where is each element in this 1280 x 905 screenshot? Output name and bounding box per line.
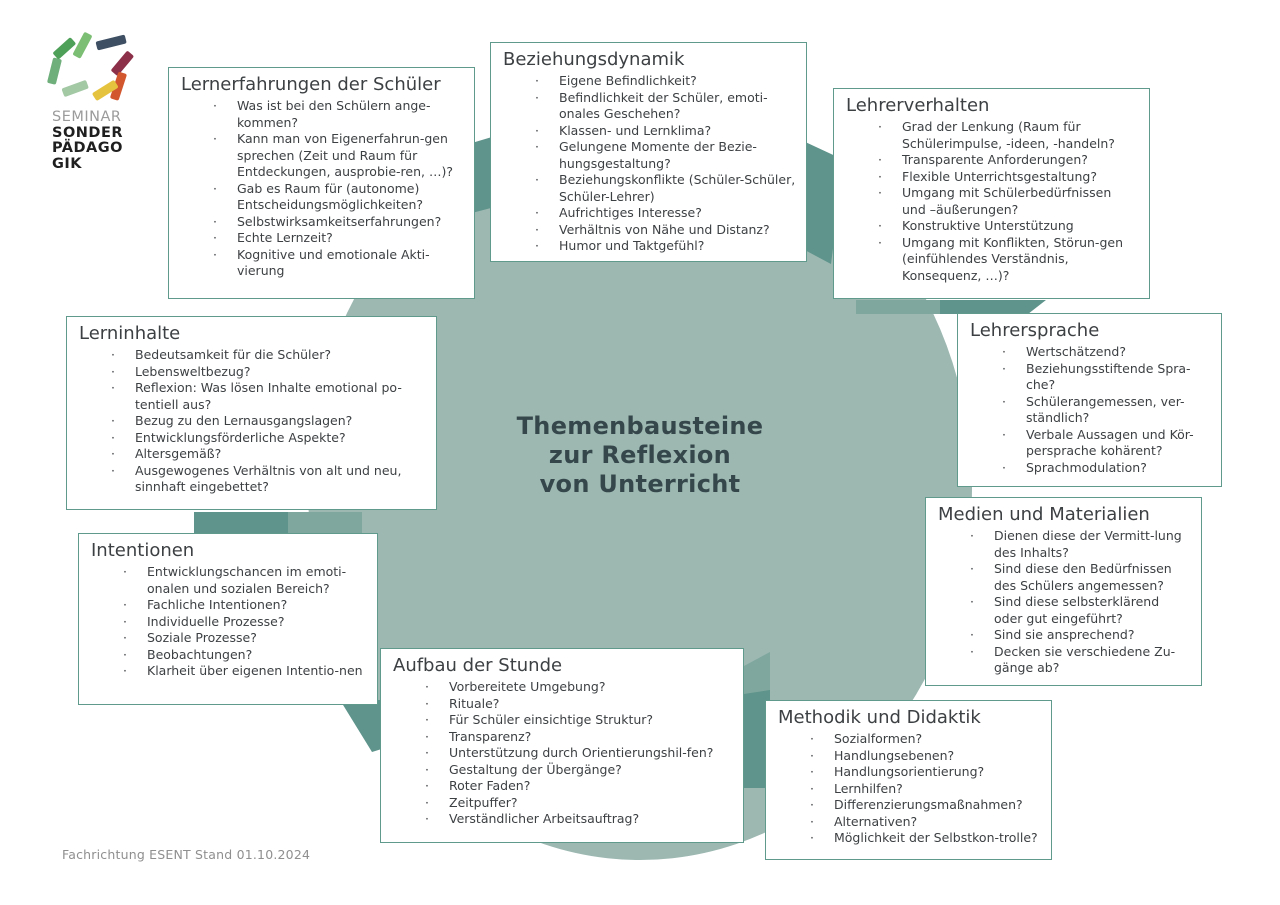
ring-segment-left-mid [286,512,362,534]
bullet-list [393,679,733,828]
bullet-item: · Handlungsebenen? [778,748,1041,765]
center-title-line1: Themenbausteine [516,412,764,440]
logo-line-sonder: SONDER [52,124,124,141]
ring-segment-left-dark [194,512,288,534]
bullet-item: · Selbstwirksamkeitserfahrungen? [181,214,464,231]
topic-box-aufbau [380,648,744,843]
bullet-item: · Umgang mit Konflikten, Störun-gen (einfühlendes Verständnis, Konsequenz, …)? [846,235,1139,285]
bullet-item: · Wertschätzend? [970,344,1211,361]
bullet-item: · Schülerangemessen, ver-ständlich? [970,394,1211,427]
bullet-item: · Grad der Lenkung (Raum für Schülerimpulse, -ideen, -handeln? [846,119,1139,152]
seminar-logo-icon [44,30,144,118]
topic-box-lernerfahrungen [168,67,475,299]
bullet-list [181,98,464,280]
bullet-item: · Alternativen? [778,814,1041,831]
bullet-list [846,119,1139,284]
bullet-item: · Fachliche Intentionen? [91,597,367,614]
bullet-item: · Differenzierungsmaßnahmen? [778,797,1041,814]
center-title-line3: von Unterricht [539,470,741,498]
bullet-item: · Beziehungsstiftende Spra-che? [970,361,1211,394]
bullet-item: · Soziale Prozesse? [91,630,367,647]
box-title: Methodik und Didaktik [778,707,981,728]
bullet-item: · Zeitpuffer? [393,795,733,812]
bullet-item: · Vorbereitete Umgebung? [393,679,733,696]
bullet-item: · Lebensweltbezug? [79,364,426,381]
bullet-item: · Gelungene Momente der Bezie-hungsgestaltung? [503,139,796,172]
bullet-item: · Lernhilfen? [778,781,1041,798]
bullet-item: · Roter Faden? [393,778,733,795]
bullet-list [503,73,796,255]
box-title: Aufbau der Stunde [393,655,563,676]
ring-segment-right-mid [856,300,942,314]
bullet-item: · Altersgemäß? [79,446,426,463]
bullet-item: · Befindlichkeit der Schüler, emoti-onales Geschehen? [503,90,796,123]
bullet-item: · Flexible Unterrichtsgestaltung? [846,169,1139,186]
diagram-center-title [430,412,850,499]
bullet-item: · Konstruktive Unterstützung [846,218,1139,235]
bullet-item: · Klarheit über eigenen Intentio-nen [91,663,367,680]
bullet-item: · Dienen diese der Vermitt-lung des Inhalts? [938,528,1191,561]
bullet-list [938,528,1191,677]
box-title: Beziehungsdynamik [503,49,685,70]
topic-box-beziehungsdynamik [490,42,807,262]
bullet-item: · Gestaltung der Übergänge? [393,762,733,779]
box-title: Lernerfahrungen der Schüler [181,74,441,95]
bullet-item: · Echte Lernzeit? [181,230,464,247]
bullet-item: · Verbale Aussagen und Kör-persprache kohärent? [970,427,1211,460]
topic-box-intentionen [78,533,378,705]
bullet-item: · Verhältnis von Nähe und Distanz? [503,222,796,239]
box-title: Intentionen [91,540,195,561]
bullet-list [778,731,1041,847]
bullet-list [79,347,426,496]
bullet-item: · Klassen- und Lernklima? [503,123,796,140]
bullet-item: · Beobachtungen? [91,647,367,664]
bullet-item: · Transparenz? [393,729,733,746]
bullet-item: · Individuelle Prozesse? [91,614,367,631]
bullet-item: · Reflexion: Was lösen Inhalte emotional po-tentiell aus? [79,380,426,413]
footer-note: Fachrichtung ESENT Stand 01.10.2024 [62,847,311,862]
logo-line-paedago: PÄDAGO [52,140,124,156]
bullet-item: · Transparente Anforderungen? [846,152,1139,169]
bullet-item: · Sind sie ansprechend? [938,627,1191,644]
bullet-item: · Beziehungskonflikte (Schüler-Schüler, Schüler-Lehrer) [503,172,796,205]
bullet-item: · Rituale? [393,696,733,713]
bullet-item: · Decken sie verschiedene Zu-gänge ab? [938,644,1191,677]
bullet-item: · Entwicklungsförderliche Aspekte? [79,430,426,447]
logo-line-gik: GIK [52,155,83,172]
bullet-item: · Für Schüler einsichtige Struktur? [393,712,733,729]
ring-segment-right-dark [940,300,1046,314]
topic-box-lehrerverhalten [833,88,1150,299]
bullet-item: · Kann man von Eigenerfahrun-gen sprechen (Zeit und Raum für Entdeckungen, ausprobie-ren, …)? [181,131,464,181]
bullet-list [91,564,367,680]
logo-line-seminar: SEMINAR [52,109,122,125]
topic-box-lerninhalte [66,316,437,510]
bullet-item: · Kognitive und emotionale Akti-vierung [181,247,464,280]
bullet-item: · Was ist bei den Schülern ange-kommen? [181,98,464,131]
center-title-line2: zur Reflexion [548,441,732,469]
bullet-item: · Entwicklungschancen im emoti-onalen und sozialen Bereich? [91,564,367,597]
box-title: Lerninhalte [79,323,181,344]
bullet-item: · Sind diese den Bedürfnissen des Schülers angemessen? [938,561,1191,594]
bullet-item: · Eigene Befindlichkeit? [503,73,796,90]
box-title: Lehrersprache [970,320,1100,341]
seminar-logo-wordmark [52,110,123,172]
bullet-item: · Humor und Taktgefühl? [503,238,796,255]
box-title: Medien und Materialien [938,504,1150,525]
topic-box-lehrersprache [957,313,1222,487]
bullet-list [970,344,1211,476]
bullet-item: · Umgang mit Schülerbedürfnissen und –äußerungen? [846,185,1139,218]
box-title: Lehrerverhalten [846,95,990,116]
bullet-item: · Verständlicher Arbeitsauftrag? [393,811,733,828]
bullet-item: · Aufrichtiges Interesse? [503,205,796,222]
bullet-item: · Sozialformen? [778,731,1041,748]
bullet-item: · Handlungsorientierung? [778,764,1041,781]
topic-box-medien [925,497,1202,686]
bullet-item: · Unterstützung durch Orientierungshil-fen? [393,745,733,762]
bullet-item: · Gab es Raum für (autonome) Entscheidungsmöglichkeiten? [181,181,464,214]
bullet-item: · Möglichkeit der Selbstkon-trolle? [778,830,1041,847]
bullet-item: · Sprachmodulation? [970,460,1211,477]
topic-box-methodik [765,700,1052,860]
bullet-item: · Bezug zu den Lernausgangslagen? [79,413,426,430]
bullet-item: · Sind diese selbsterklärend oder gut eingeführt? [938,594,1191,627]
bullet-item: · Ausgewogenes Verhältnis von alt und neu, sinnhaft eingebettet? [79,463,426,496]
bullet-item: · Bedeutsamkeit für die Schüler? [79,347,426,364]
